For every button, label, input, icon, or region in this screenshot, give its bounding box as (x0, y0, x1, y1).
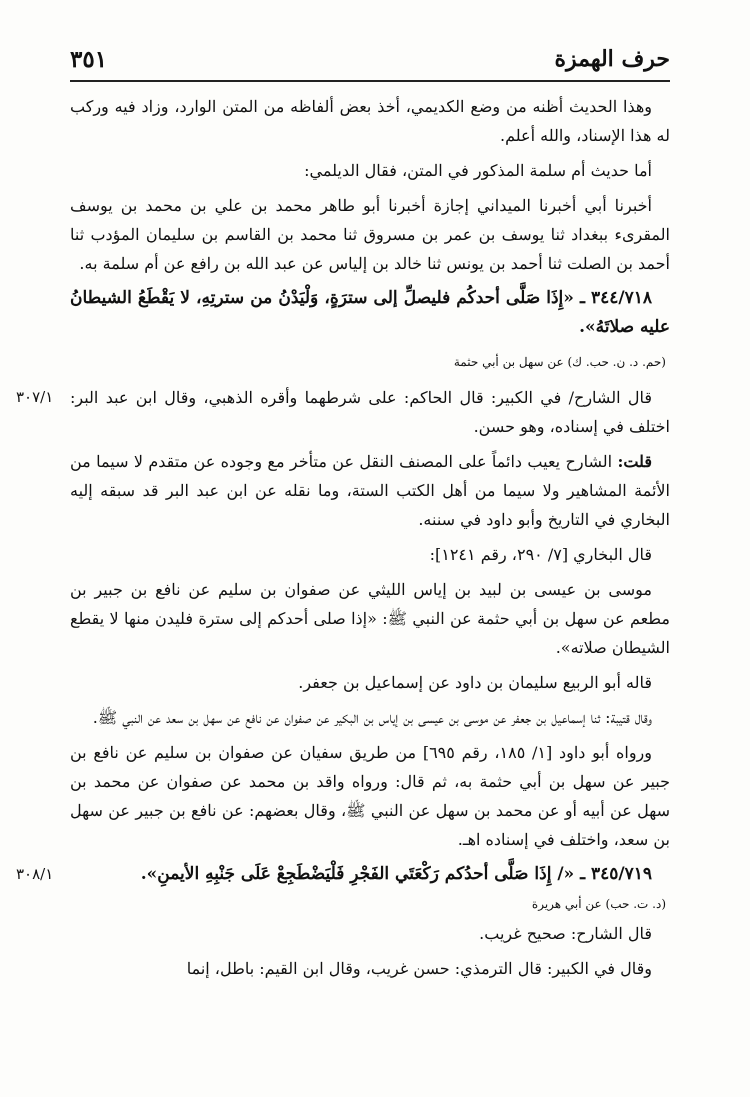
bukhari-reference: قال البخاري [٧/ ٢٩٠، رقم ١٢٤١]: (429, 545, 652, 564)
bukhari-text: موسى بن عيسى بن لبيد بن إياس الليثي عن صفوان بن سليم عن نافع بن جبير بن مطعم عن سهل بن أبي حثمة عن النبي ﷺ: «إذا صلى أحدكم إلى سترة فليدن منها لا يقطع الشيطان صلاته». (70, 580, 670, 657)
qutayba-paragraph: وقال قتيبة: ثنا إسماعيل بن جعفر عن موسى بن عيسى بن إياس بن البكير عن صفوان عن نافع عن سهل بن سعد عن النبي ﷺ. (92, 708, 652, 727)
paragraph: وقال في الكبير: قال الترمذي: حسن غريب، وقال ابن القيم: باطل، إنما (186, 959, 652, 978)
abu-dawud-paragraph: ورواه أبو داود [١/ ١٨٥، رقم ٦٩٥] من طريق سفيان عن صفوان بن سليم عن نافع بن جبير عن سهل بن أبي حثمة به، ثم قال: ورواه واقد بن محمد عن صفوان عن محمد بن سهل عن أبيه أو عن محمد بن سهل عن النبي ﷺ، وقال بعضهم: عن نافع بن جبير عن سهل بن سعد، واختلف في إسناده اهـ. (70, 743, 671, 849)
chapter-title: حرف الهمزة (554, 46, 670, 72)
hadith-344: ٣٤٤/٧١٨ ـ «إِذَا صَلَّى أحدكُم فليصلِّ إلى سترَةٍ، وَلْيَدْنُ من سترتِهِ، لا يَقْطَعُ الشيطانُ عليه صلاتَهُ». (70, 288, 670, 337)
paragraph: قال الشارح: صحيح غريب. (479, 924, 652, 943)
hadith-345 (16, 860, 670, 889)
page-content (16, 92, 671, 989)
commentary-paragraph (16, 383, 670, 441)
qultu-label: قلت: (617, 452, 652, 471)
page-header (70, 38, 670, 82)
abu-rabi-paragraph: قاله أبو الربيع سليمان بن داود عن إسماعيل بن جعفر. (298, 673, 652, 692)
margin-reference: ٣٠٨/١ (16, 865, 54, 883)
paragraph: أما حديث أم سلمة المذكور في المتن، فقال الديلمي: (304, 161, 652, 180)
hadith-345-text: ٣٤٥/٧١٩ ـ «/ إِذَا صَلَّى أحدُكم رَكْعَتَي الفَجْرِ فَلْيَضْطَجِعْ عَلَى جَنْبِهِ الأيمنِ». (140, 864, 652, 884)
page-number: ٣٥١ (70, 45, 108, 73)
hadith-345-source: (د. ت. حب) عن أبي هريرة (531, 897, 666, 911)
qultu-text: الشارح يعيب دائماً على المصنف النقل عن متأخر مع وجوده عن متقدم لا سيما من الأئمة المشاهير ولا سيما من أهل الكتب الستة، وما نقله عن ابن عبد البر قد سبقه إليه البخاري في التاريخ وأبو داود في سننه. (70, 452, 670, 529)
hadith-344-source: (حم. د. ن. حب. ك) عن سهل بن أبي حثمة (453, 355, 666, 369)
commentary-text: قال الشارح/ في الكبير: قال الحاكم: على شرطهما وأقره الذهبي، وقال ابن عبد البر: اختلف في إسناده، وهو حسن. (70, 388, 670, 436)
margin-reference: ٣٠٧/١ (16, 388, 54, 406)
qultu-paragraph (70, 447, 670, 534)
paragraph: وهذا الحديث أظنه من وضع الكديمي، أخذ بعض ألفاظه من المتن الوارد، وزاد فيه وركب له هذا الإسناد، والله أعلم. (70, 97, 670, 145)
isnad-paragraph: أخبرنا أبي أخبرنا الميداني إجازة أخبرنا أبو طاهر محمد بن علي بن محمد بن يوسف المقرىء ببغداد ثنا يوسف بن عمر بن مسروق ثنا محمد بن القاسم بن سليمان المؤدب ثنا أحمد بن الصلت ثنا أحمد بن يونس ثنا خالد بن إلياس عن عبد الله بن رافع عن أم سلمة به. (70, 196, 670, 273)
